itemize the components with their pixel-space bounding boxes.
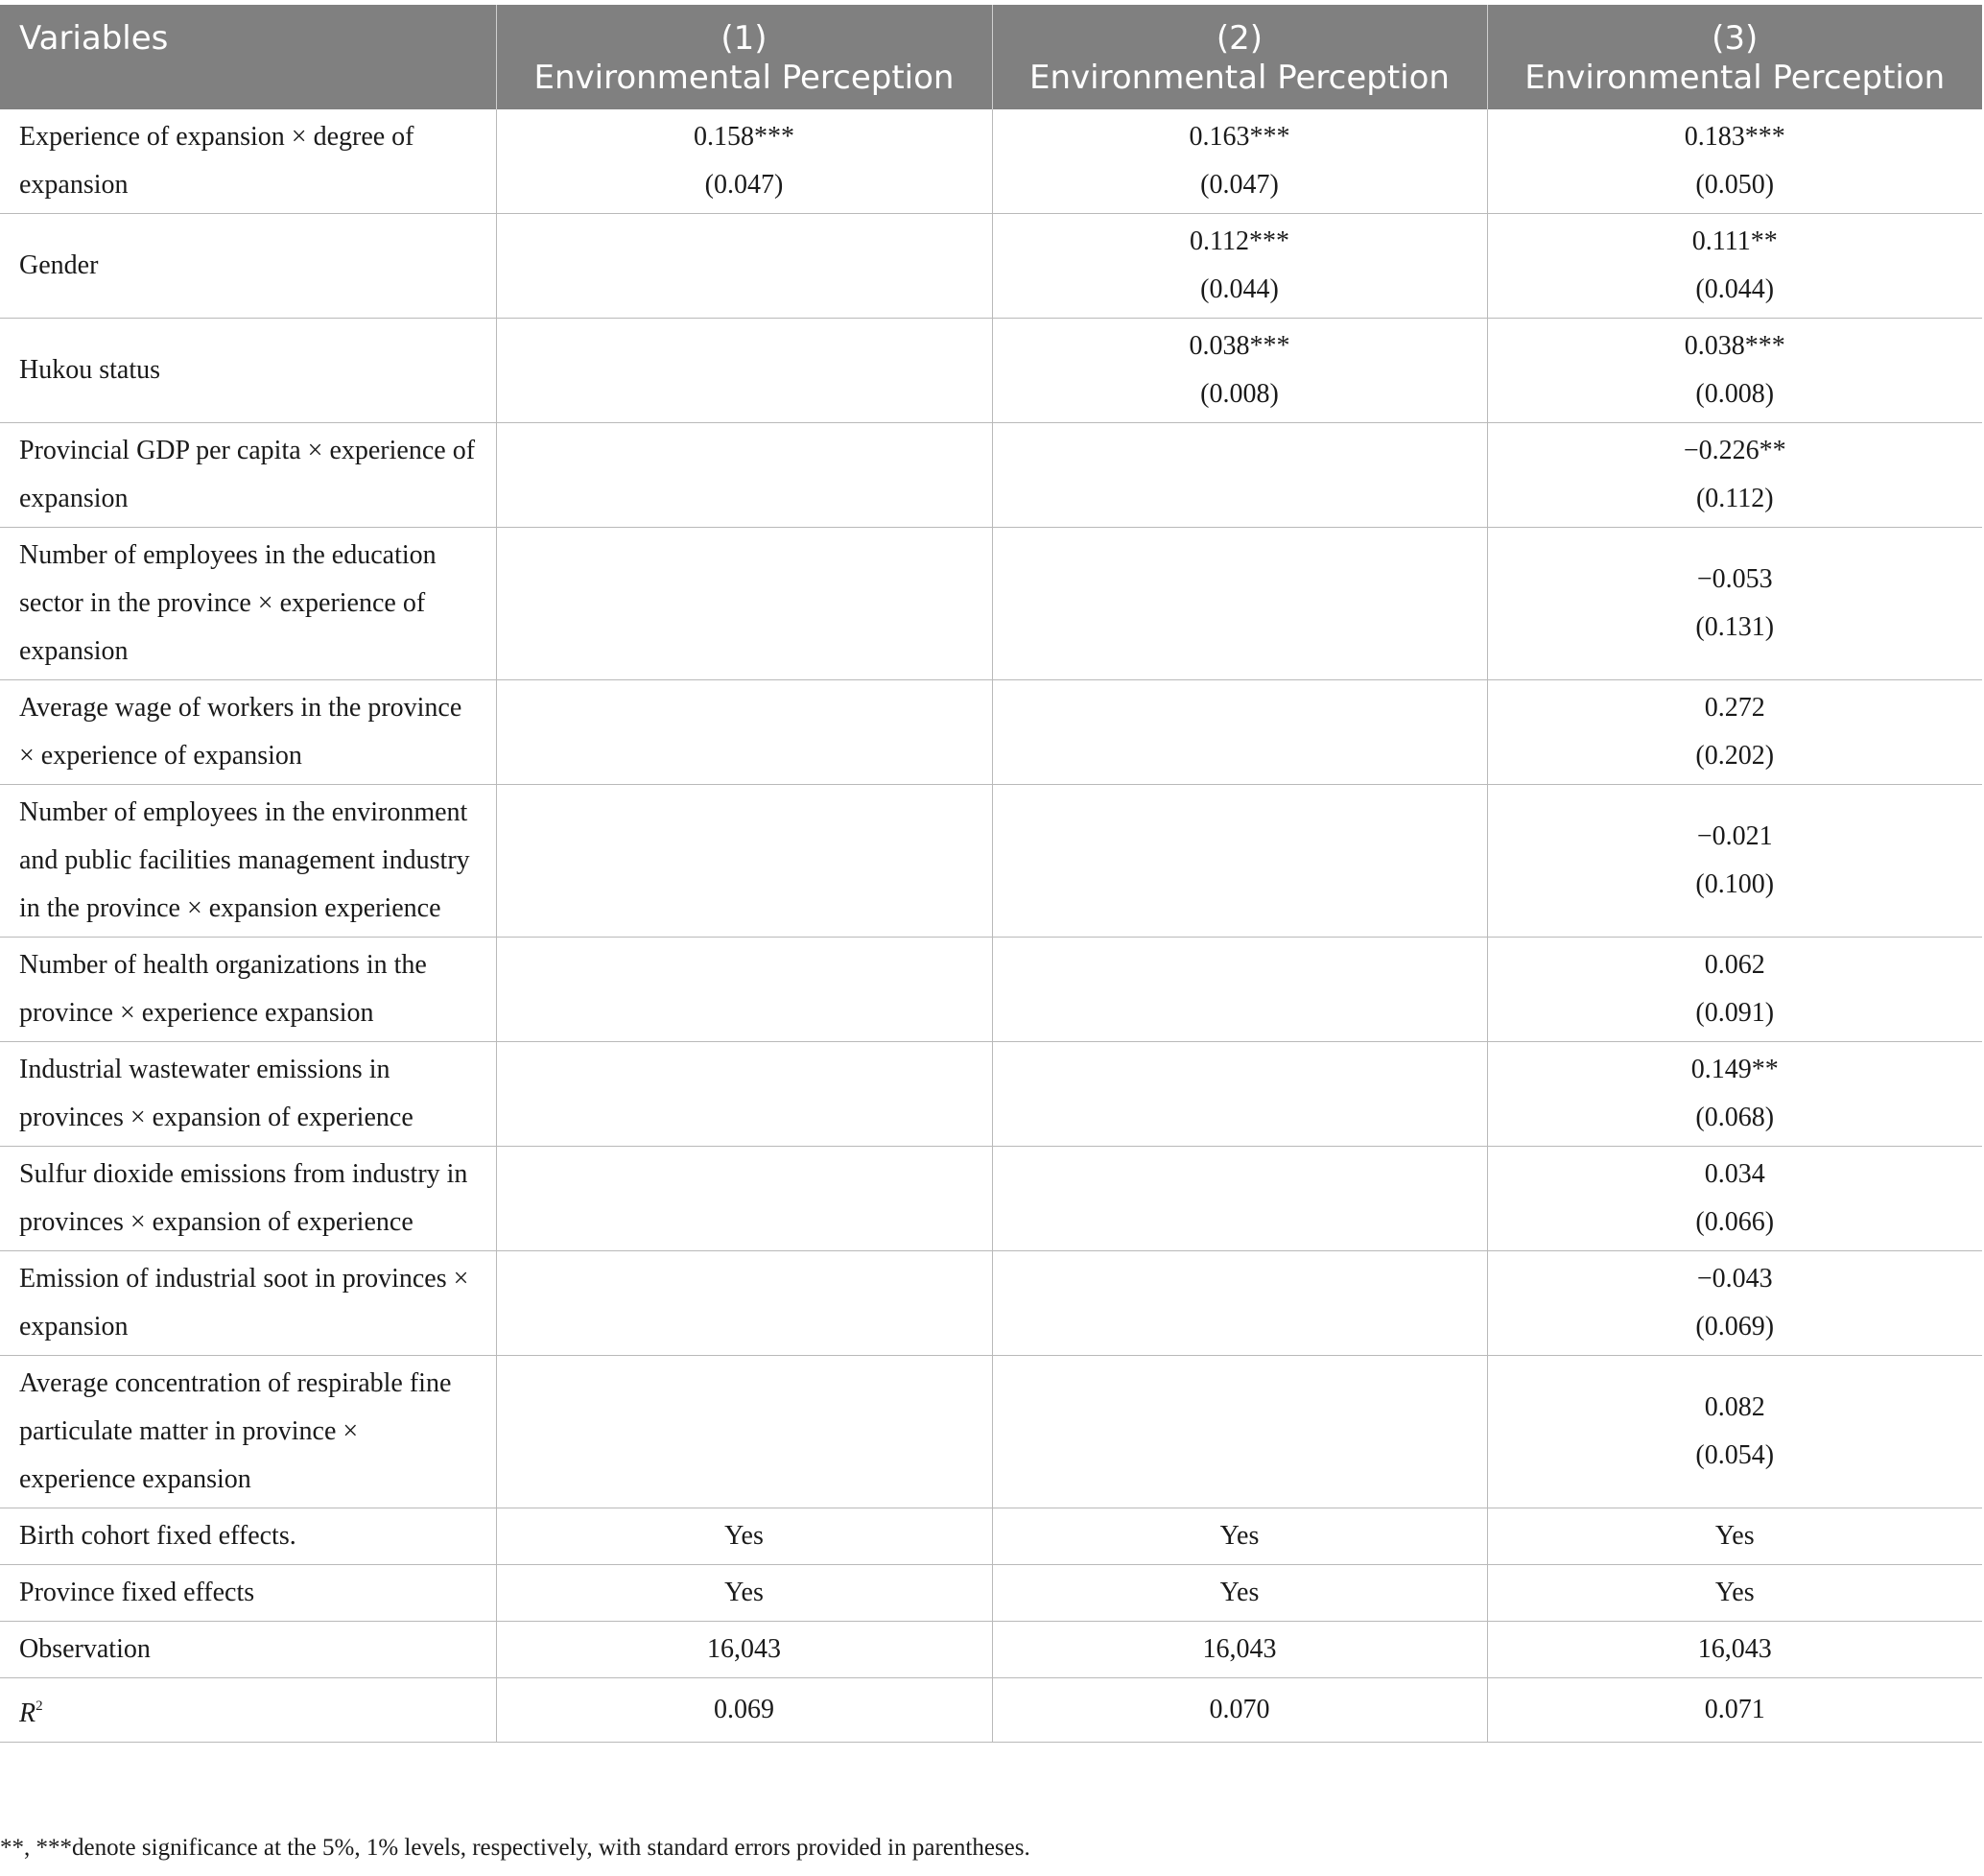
table-row [0, 319, 1982, 423]
header-col-1 [496, 5, 992, 109]
row-label-r2 [0, 1678, 496, 1743]
r-superscript: 2 [35, 1698, 43, 1714]
cell [1487, 109, 1982, 214]
coef: 0.149** [1690, 1055, 1779, 1084]
coef: 0.163*** [1189, 122, 1290, 152]
std-error: (0.068) [1695, 1103, 1775, 1132]
row-label: Province fixed effects [0, 1565, 496, 1622]
r-squared-row [0, 1678, 1982, 1743]
coef: 0.034 [1704, 1159, 1765, 1189]
coef: −0.021 [1696, 821, 1773, 851]
cell [1487, 319, 1982, 423]
cell [1487, 528, 1982, 680]
cell [992, 528, 1487, 680]
cell: 16,043 [496, 1622, 992, 1678]
std-error: (0.008) [1695, 379, 1775, 409]
coef: 0.111** [1691, 226, 1778, 256]
cell [992, 109, 1487, 214]
table-row [0, 214, 1982, 319]
row-label: Hukou status [0, 319, 496, 423]
table-footnote: **, ***denote significance at the 5%, 1% levels, respectively, with standard errors provided in parentheses. [0, 1835, 1030, 1861]
row-label: Average concentration of respirable fine particulate matter in province × experience expansion [0, 1356, 496, 1508]
std-error: (0.069) [1695, 1312, 1775, 1342]
cell: 0.069 [496, 1678, 992, 1743]
cell [992, 1251, 1487, 1356]
row-label: Experience of expansion × degree of expansion [0, 109, 496, 214]
coef: −0.226** [1683, 436, 1786, 465]
header-col-2 [992, 5, 1487, 109]
coef: 0.158*** [694, 122, 794, 152]
row-label: Industrial wastewater emissions in provinces × expansion of experience [0, 1042, 496, 1147]
table-row [0, 1356, 1982, 1508]
cell [496, 785, 992, 938]
row-label: Average wage of workers in the province × experience of expansion [0, 680, 496, 785]
cell [496, 680, 992, 785]
coef: −0.053 [1696, 564, 1773, 594]
row-label: Observation [0, 1622, 496, 1678]
r-letter: R [19, 1698, 36, 1728]
table-row [0, 1042, 1982, 1147]
std-error: (0.054) [1695, 1440, 1775, 1470]
header-col-1-num: (1) [720, 19, 768, 58]
cell [992, 214, 1487, 319]
cell: Yes [1487, 1508, 1982, 1565]
summary-row [0, 1508, 1982, 1565]
std-error: (0.131) [1695, 612, 1775, 642]
cell [1487, 1251, 1982, 1356]
cell [1487, 1042, 1982, 1147]
cell: 0.070 [992, 1678, 1487, 1743]
coef: 0.272 [1704, 693, 1765, 723]
coef: 0.183*** [1684, 122, 1785, 152]
coef: 0.038*** [1684, 331, 1785, 361]
cell [496, 1147, 992, 1251]
summary-row [0, 1565, 1982, 1622]
header-col-2-num: (2) [1216, 19, 1264, 58]
header-col-1-label: Environmental Perception [533, 59, 955, 97]
table-row [0, 938, 1982, 1042]
cell [496, 319, 992, 423]
cell [992, 1147, 1487, 1251]
std-error: (0.091) [1695, 998, 1775, 1028]
table-row [0, 109, 1982, 214]
cell [496, 109, 992, 214]
cell: Yes [992, 1508, 1487, 1565]
coef: −0.043 [1696, 1264, 1773, 1294]
table-row [0, 423, 1982, 528]
header-row [0, 5, 1982, 109]
std-error: (0.066) [1695, 1207, 1775, 1237]
regression-table-container [0, 5, 1982, 1743]
cell [992, 938, 1487, 1042]
row-label: Number of employees in the environment and public facilities management industry in the province × expansion experience [0, 785, 496, 938]
cell [496, 1356, 992, 1508]
cell [992, 1356, 1487, 1508]
cell [1487, 938, 1982, 1042]
row-label: Number of health organizations in the province × experience expansion [0, 938, 496, 1042]
cell: Yes [1487, 1565, 1982, 1622]
cell [496, 214, 992, 319]
cell: 16,043 [992, 1622, 1487, 1678]
cell [1487, 680, 1982, 785]
cell: 16,043 [1487, 1622, 1982, 1678]
cell [992, 785, 1487, 938]
header-variables: Variables [0, 5, 496, 109]
cell [992, 1042, 1487, 1147]
coef: 0.062 [1704, 950, 1765, 980]
table-row [0, 1147, 1982, 1251]
cell [496, 938, 992, 1042]
cell: Yes [992, 1565, 1487, 1622]
std-error: (0.100) [1695, 869, 1775, 899]
header-col-2-label: Environmental Perception [1029, 59, 1450, 97]
std-error: (0.047) [1200, 170, 1279, 200]
table-row [0, 680, 1982, 785]
table-row [0, 785, 1982, 938]
cell [992, 423, 1487, 528]
cell [992, 319, 1487, 423]
std-error: (0.044) [1200, 274, 1279, 304]
cell [1487, 1147, 1982, 1251]
summary-row [0, 1622, 1982, 1678]
std-error: (0.050) [1695, 170, 1775, 200]
row-label: Emission of industrial soot in provinces × expansion [0, 1251, 496, 1356]
cell [496, 1251, 992, 1356]
header-col-3 [1487, 5, 1982, 109]
cell [1487, 423, 1982, 528]
std-error: (0.202) [1695, 741, 1775, 771]
cell [496, 1042, 992, 1147]
std-error: (0.047) [704, 170, 784, 200]
cell [992, 680, 1487, 785]
std-error: (0.044) [1695, 274, 1775, 304]
header-col-3-label: Environmental Perception [1524, 59, 1946, 97]
cell: Yes [496, 1565, 992, 1622]
cell [1487, 785, 1982, 938]
row-label: Gender [0, 214, 496, 319]
header-col-3-num: (3) [1712, 19, 1759, 58]
regression-table [0, 5, 1982, 1743]
cell [496, 423, 992, 528]
row-label: Birth cohort fixed effects. [0, 1508, 496, 1565]
row-label: Provincial GDP per capita × experience of expansion [0, 423, 496, 528]
coef: 0.082 [1704, 1392, 1765, 1422]
table-row [0, 528, 1982, 680]
coef: 0.038*** [1189, 331, 1290, 361]
cell: 0.071 [1487, 1678, 1982, 1743]
cell [496, 528, 992, 680]
cell [1487, 214, 1982, 319]
row-label: Sulfur dioxide emissions from industry in provinces × expansion of experience [0, 1147, 496, 1251]
cell [1487, 1356, 1982, 1508]
row-label: Number of employees in the education sector in the province × experience of expansion [0, 528, 496, 680]
std-error: (0.008) [1200, 379, 1279, 409]
std-error: (0.112) [1695, 484, 1774, 513]
table-row [0, 1251, 1982, 1356]
cell: Yes [496, 1508, 992, 1565]
coef: 0.112*** [1190, 226, 1289, 256]
